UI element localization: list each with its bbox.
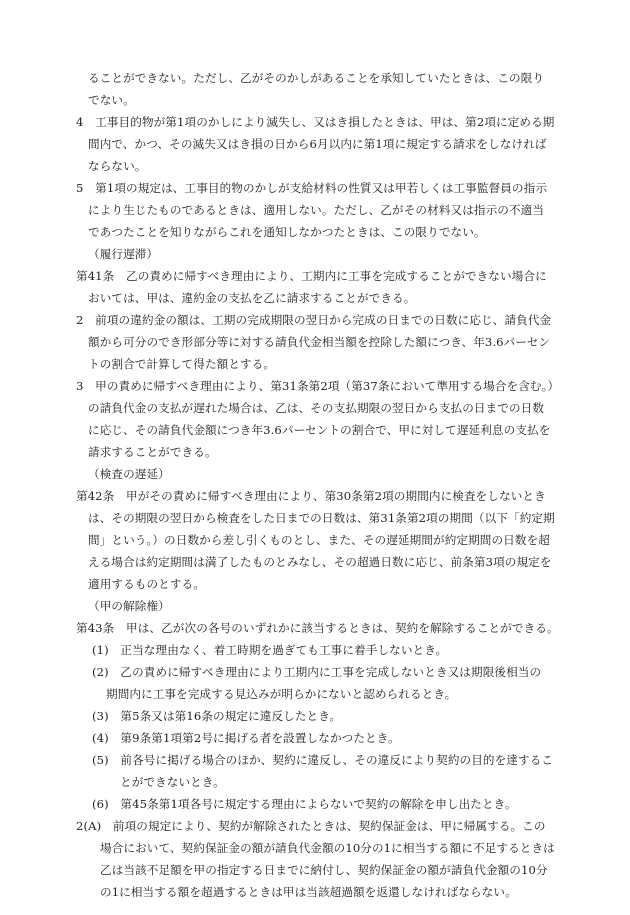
text-line: であつたことを知りながらこれを通知しなかつたときは、この限りでない。: [88, 225, 486, 239]
text-line: （検査の遅延）: [88, 467, 170, 481]
text-line: 間内で、かつ、その滅失又はき損の日から6月以内に第1項に規定する請求をしなければ: [88, 137, 547, 151]
text-line: に応じ、その請負代金額につき年3.6パーセントの割合で、甲に対して遅延利息の支払を: [88, 423, 551, 437]
text-line: 期間内に工事を完成する見込みが明らかにないと認められるとき。: [106, 687, 457, 701]
text-line: とができないとき。: [120, 775, 225, 789]
text-line: 額から可分のでき形部分等に対する請負代金相当額を控除した額につき、年3.6パーセン: [88, 335, 551, 349]
text-line: 間」という。）の日数から差し引くものとし、また、その遅延期間が約定期間の日数を超: [88, 533, 550, 547]
text-line: の請負代金の支払が遅れた場合は、乙は、その支払期限の翌日から支払の日までの日数: [88, 401, 545, 415]
text-line: 4 工事目的物が第1項のかしにより滅失し、又はき損したときは、甲は、第2項に定める期: [76, 115, 555, 129]
text-line: 適用するものとする。: [88, 577, 205, 591]
text-line: トの割合で計算して得た額とする。: [88, 357, 276, 371]
text-line: 2(A) 前項の規定により、契約が解除されたときは、契約保証金は、甲に帰属する。この: [76, 819, 546, 833]
text-line: 2 前項の違約金の額は、工期の完成期限の翌日から完成の日までの日数に応じ、請負代金: [76, 313, 552, 327]
text-line: (5) 前各号に掲げる場合のほか、契約に違反し、その違反により契約の目的を達するこ: [92, 753, 554, 767]
text-line: (3) 第5条又は第16条の規定に違反したとき。: [92, 709, 342, 723]
text-line: 3 甲の責めに帰すべき理由により、第31条第2項（第37条において準用する場合を含む。）: [76, 379, 560, 393]
text-line: により生じたものであるときは、適用しない。ただし、乙がその材料又は指示の不適当: [88, 203, 545, 217]
text-line: (4) 第9条第1項第2号に掲げる者を設置しなかつたとき。: [92, 731, 400, 745]
text-line: （履行遅滞）: [88, 247, 159, 261]
text-line: 5 第1項の規定は、工事目的物のかしが支給材料の性質又は甲若しくは工事監督員の指示: [76, 181, 548, 195]
text-line: (1) 正当な理由なく、着工時期を過ぎても工事に着手しないとき。: [92, 643, 448, 657]
text-line: 第43条 甲は、乙が次の各号のいずれかに該当するときは、契約を解除することができる。: [76, 621, 559, 635]
text-line: 請求することができる。: [88, 445, 217, 459]
text-line: 乙は当該不足額を甲の指定する日までに納付し、契約保証金の額が請負代金額の10分: [100, 863, 548, 877]
text-line: おいては、甲は、違約金の支払を乙に請求することができる。: [88, 291, 416, 305]
text-line: でない。: [88, 93, 135, 107]
text-line: 第41条 乙の責めに帰すべき理由により、工期内に工事を完成することができない場合に: [76, 269, 547, 283]
text-line: の1に相当する額を超過するときは甲は当該超過額を返還しなければならない。: [100, 885, 517, 899]
text-line: (6) 第45条第1項各号に規定する理由によらないで契約の解除を申し出たとき。: [92, 797, 517, 811]
text-line: える場合は約定期間は満了したものとみなし、その超過日数に応じ、前条第3項の規定を: [88, 555, 552, 569]
text-line: ならない。: [88, 159, 147, 173]
text-line: 場合において、契約保証金の額が請負代金額の10分の1に相当する額に不足するときは: [100, 841, 555, 855]
text-line: (2) 乙の責めに帰すべき理由により工期内に工事を完成しないとき又は期限後相当の: [92, 665, 542, 679]
text-line: は、その期限の翌日から検査をした日までの日数は、第31条第2項の期間（以下「約定期: [88, 511, 555, 525]
text-line: ることができない。ただし、乙がそのかしがあることを承知していたときは、この限り: [88, 71, 545, 85]
text-line: （甲の解除権）: [88, 599, 170, 613]
text-line: 第42条 甲がその責めに帰すべき理由により、第30条第2項の期間内に検査をしないとき: [76, 489, 546, 503]
